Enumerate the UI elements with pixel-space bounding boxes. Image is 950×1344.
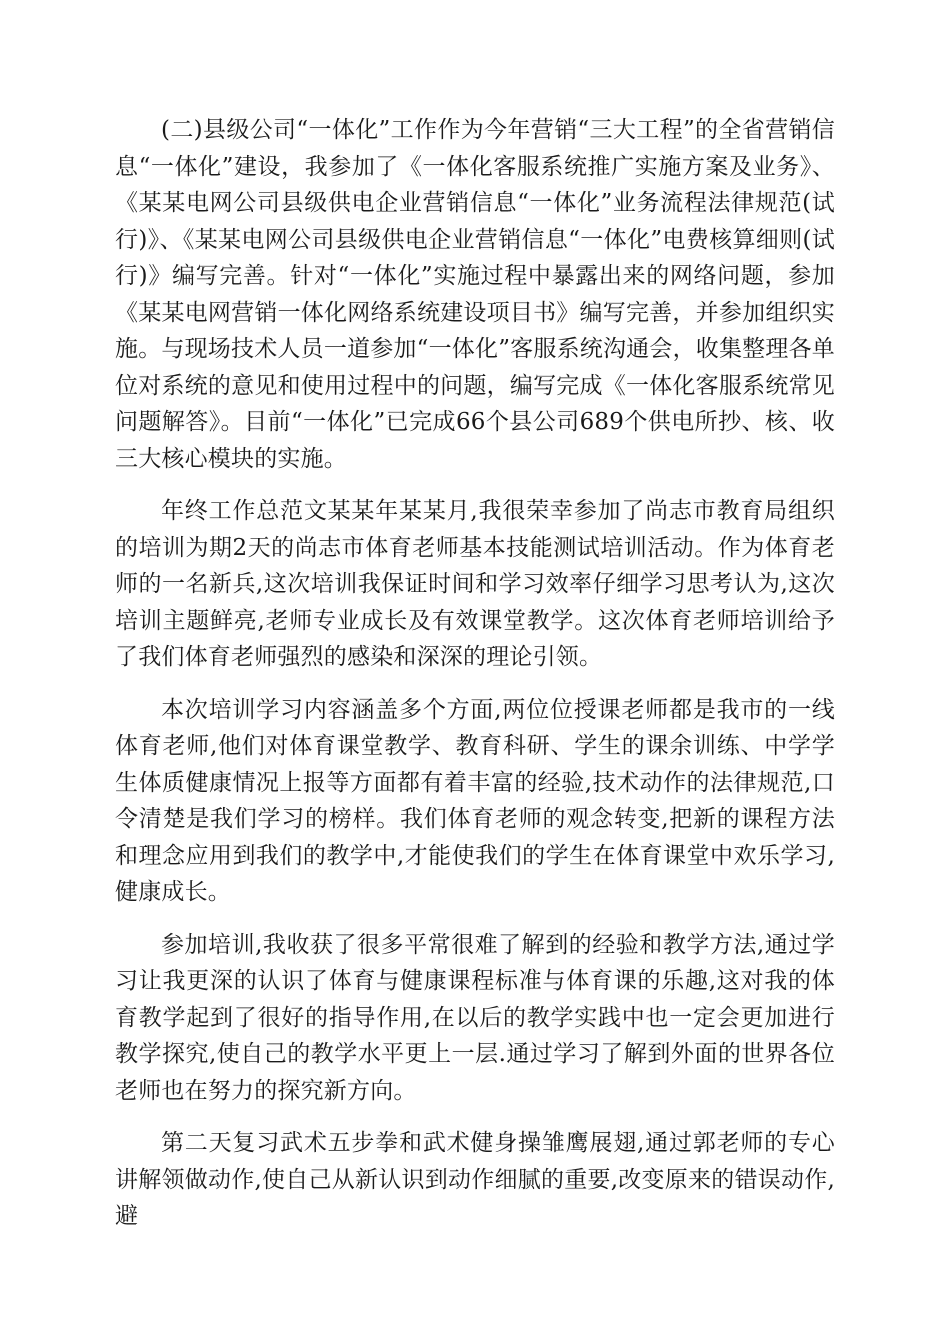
paragraph-2: 年终工作总范文某某年某某月,我很荣幸参加了尚志市教育局组织的培训为期2天的尚志市体育老师基本技能测试培训活动。作为体育老师的一名新兵,这次培训我保证时间和学习效率仔细学习思考认为,这次培训主题鲜亮,老师专业成长及有效课堂教学。这次体育老师培训给予了我们体育老师强烈的感染和深深的理论引领。 [115, 498, 835, 670]
paragraph-4: 参加培训,我收获了很多平常很难了解到的经验和教学方法,通过学习让我更深的认识了体育与健康课程标准与体育课的乐趣,这对我的体育教学起到了很好的指导作用,在以后的教学实践中也一定会更加进行教学探究,使自己的教学水平更上一层.通过学习了解到外面的世界各位老师也在努力的探究新方向。 [115, 931, 835, 1104]
paragraph-1: (二)县级公司“一体化”工作作为今年营销“三大工程”的全省营销信息“一体化”建设，我参加了《一体化客服系统推广实施方案及业务》、《某某电网公司县级供电企业营销信息“一体化”业务流程法律规范(试行)》、《某某电网公司县级供电企业营销信息“一体化”电费核算细则(试行)》编写完善。针对“一体化”实施过程中暴露出来的网络问题，参加《某某电网营销一体化网络系统建设项目书》编写完善，并参加组织实施。与现场技术人员一道参加“一体化”客服系统沟通会，收集整理各单位对系统的意见和使用过程中的问题，编写完成《一体化客服系统常见问题解答》。目前“一体化”已完成66个县公司689个供电所抄、核、收三大核心模块的实施。 [115, 117, 835, 472]
paragraph-5: 第二天复习武术五步拳和武术健身操雏鹰展翅,通过郭老师的专心讲解领做动作,使自己从新认识到动作细腻的重要,改变原来的错误动作,避 [115, 1130, 835, 1229]
document-body [115, 112, 835, 1251]
paragraph-3: 本次培训学习内容涵盖多个方面,两位位授课老师都是我市的一线体育老师,他们对体育课堂教学、教育科研、学生的课余训练、中学学生体质健康情况上报等方面都有着丰富的经验,技术动作的法律规范,口令清楚是我们学习的榜样。我们体育老师的观念转变,把新的课程方法和理念应用到我们的教学中,才能使我们的学生在体育课堂中欢乐学习,健康成长。 [115, 696, 835, 905]
